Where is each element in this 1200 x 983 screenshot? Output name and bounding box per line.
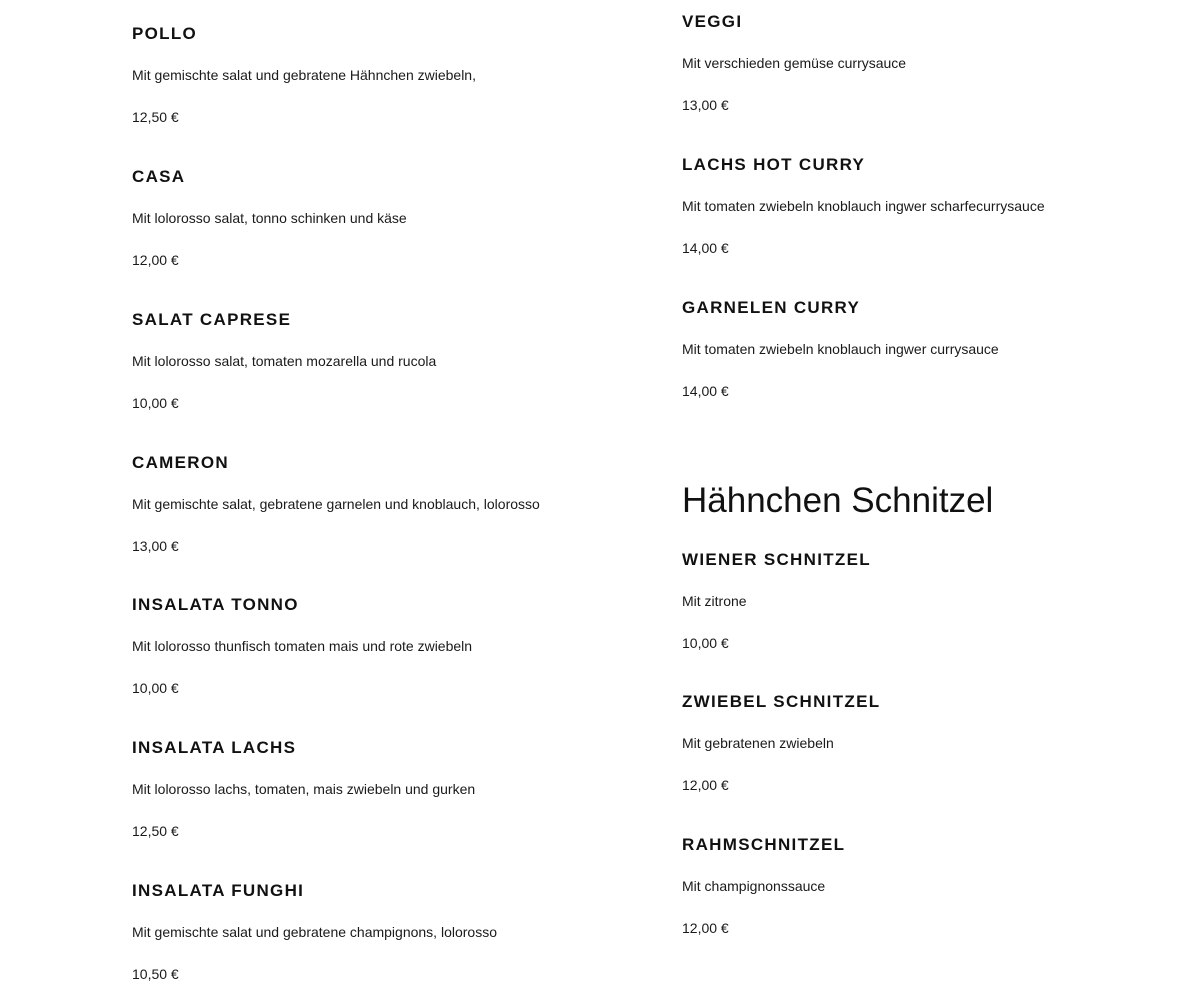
menu-item-price: 10,50 €	[132, 966, 179, 982]
menu-item-description: Mit lolorosso thunfisch tomaten mais und rote zwiebeln	[132, 638, 473, 654]
menu-item-description: Mit lolorosso salat, tomaten mozarella und rucola	[132, 353, 437, 369]
menu-item-description: Mit zitrone	[682, 593, 747, 609]
menu-item-description: Mit tomaten zwiebeln knoblauch ingwer scharfecurrysauce	[682, 198, 1045, 214]
menu-item-description: Mit verschieden gemüse currysauce	[682, 55, 907, 71]
menu-item-price: 13,00 €	[682, 97, 729, 113]
menu-item-name: INSALATA LACHS	[132, 738, 297, 757]
menu-item-name: POLLO	[132, 24, 198, 43]
menu-item-description: Mit champignonssauce	[682, 878, 826, 894]
menu-item-name: GARNELEN CURRY	[682, 298, 861, 317]
menu-item-name: INSALATA FUNGHI	[132, 881, 305, 900]
menu-item-description: Mit tomaten zwiebeln knoblauch ingwer currysauce	[682, 341, 999, 357]
menu-item-price: 12,50 €	[132, 109, 179, 125]
menu-item-name: CAMERON	[132, 453, 229, 472]
menu-item-description: Mit gemischte salat und gebratene Hähnchen zwiebeln,	[132, 67, 476, 83]
menu-item-description: Mit lolorosso lachs, tomaten, mais zwiebeln und gurken	[132, 781, 476, 797]
menu-item-name: VEGGI	[682, 12, 743, 31]
menu-item-description: Mit gebratenen zwiebeln	[682, 735, 834, 751]
menu-item-name: LACHS HOT CURRY	[682, 155, 866, 174]
menu-item-price: 10,00 €	[132, 680, 179, 696]
menu-item-name: WIENER SCHNITZEL	[682, 550, 871, 569]
menu-item-price: 10,00 €	[132, 395, 179, 411]
menu-item-price: 14,00 €	[682, 383, 729, 399]
menu-item-price: 13,00 €	[132, 538, 179, 554]
menu-item-description: Mit gemischte salat und gebratene champignons, lolorosso	[132, 924, 497, 940]
menu-item-name: CASA	[132, 167, 186, 186]
menu-item-price: 12,50 €	[132, 823, 179, 839]
menu-item-name: INSALATA TONNO	[132, 595, 299, 614]
menu-item-name: RAHMSCHNITZEL	[682, 835, 846, 854]
menu-item-price: 10,00 €	[682, 635, 729, 651]
section-title: Hähnchen Schnitzel	[682, 481, 994, 520]
menu-item-price: 12,00 €	[132, 252, 179, 268]
menu-item-name: ZWIEBEL SCHNITZEL	[682, 692, 881, 711]
menu-item-price: 12,00 €	[682, 777, 729, 793]
menu-item-description: Mit lolorosso salat, tonno schinken und käse	[132, 210, 407, 226]
menu-item-description: Mit gemischte salat, gebratene garnelen und knoblauch, lolorosso	[132, 496, 540, 512]
menu-item-price: 12,00 €	[682, 920, 729, 936]
menu-item-name: SALAT CAPRESE	[132, 310, 292, 329]
menu-item-price: 14,00 €	[682, 240, 729, 256]
